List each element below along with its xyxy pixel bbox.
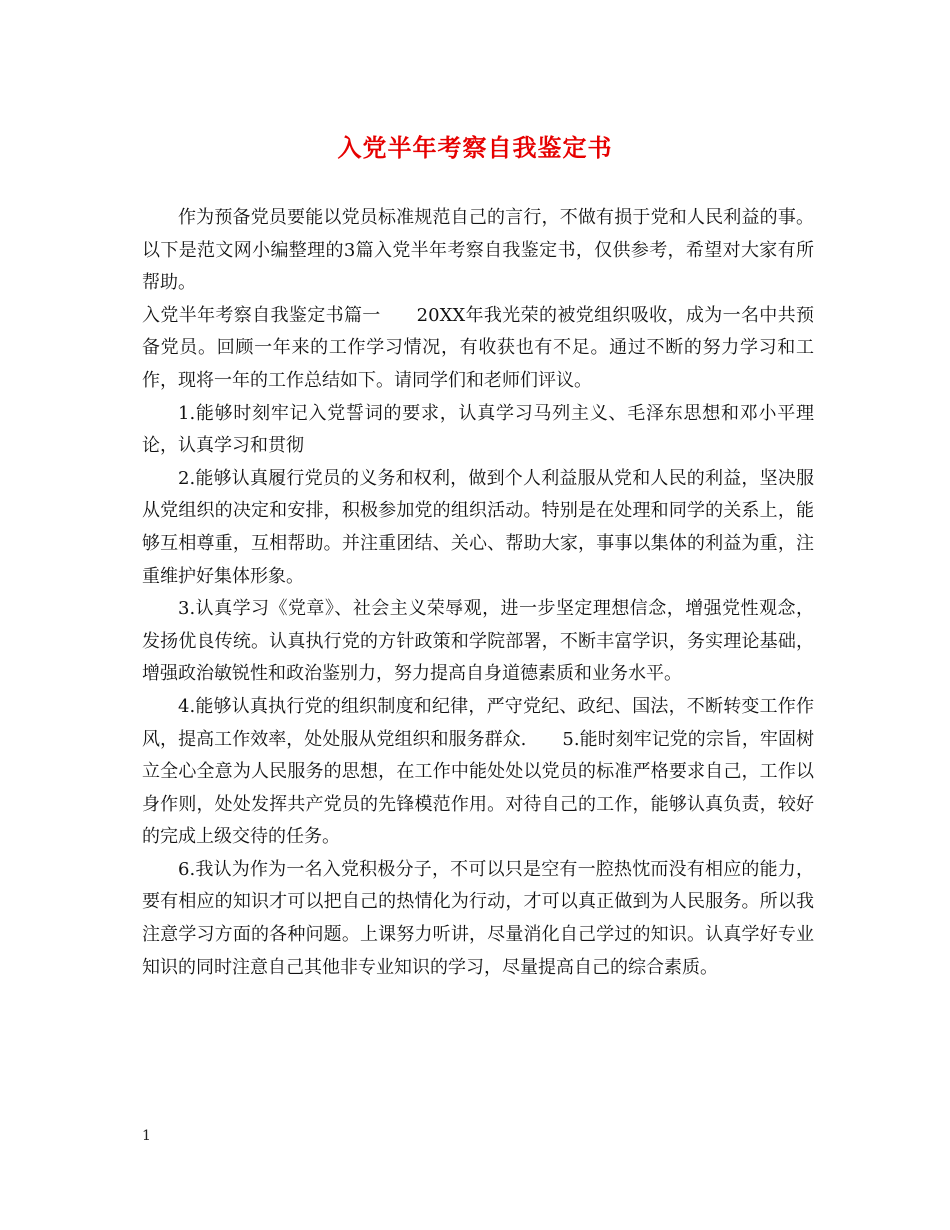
document-title: 入党半年考察自我鉴定书 [337,134,613,162]
item-5-text: 5.能时刻牢记党的宗旨，牢固树立全心全意为人民服务的思想，在工作中能处处以党员的标准严格要求自己，工作以身作则，处处发挥共产党员的先锋模范作用。对待自己的工作，能够认真负责，较好的完成上级交待的任务。 [142,728,814,848]
section-heading: 入党半年考察自我鉴定书篇一 [142,304,381,326]
item-3-paragraph: 3.认真学习《党章》、社会主义荣辱观，进一步坚定理想信念，增强党性观念，发扬优良传统。认真执行党的方针政策和学院部署，不断丰富学识，务实理论基础，增强政治敏锐性和政治鉴别力，努力提高自身道德素质和业务水平。 [142,598,814,685]
section-opening: 20XX年我光荣的被党组织吸收，成为一名中共预备党员。回顾一年来的工作学习情况，有收获也有不足。通过不断的努力学习和工作，现将一年的工作总结如下。请同学们和老师们评议。 [142,304,815,391]
intro-paragraph: 作为预备党员要能以党员标准规范自己的言行，不做有损于党和人民利益的事。以下是范文网小编整理的3篇入党半年考察自我鉴定书，仅供参考，希望对大家有所帮助。 [142,207,814,294]
document-body [142,202,814,984]
page-number: 1 [142,1128,151,1144]
section-paragraph [142,300,814,398]
item-2-paragraph: 2.能够认真履行党员的义务和权利，做到个人利益服从党和人民的利益，坚决服从党组织的决定和安排，积极参加党的组织活动。特别是在处理和同学的关系上，能够互相尊重，互相帮助。并注重团结、关心、帮助大家，事事以集体的利益为重，注重维护好集体形象。 [142,467,814,587]
item-1-paragraph: 1.能够时刻牢记入党誓词的要求，认真学习马列主义、毛泽东思想和邓小平理论，认真学习和贯彻 [142,402,814,457]
item-4-text: 4.能够认真执行党的组织制度和纪律，严守党纪、政纪、国法，不断转变工作作风，提高工作效率，处处服从党组织和服务群众. [142,695,814,750]
item-6-paragraph: 6.我认为作为一名入党积极分子，不可以只是空有一腔热忱而没有相应的能力，要有相应的知识才可以把自己的热情化为行动，才可以真正做到为人民服务。所以我注意学习方面的各种问题。上课努力听讲，尽量消化自己学过的知识。认真学好专业知识的同时注意自己其他非专业知识的学习，尽量提高自己的综合素质。 [142,858,814,978]
item-4-5-paragraph [142,691,814,854]
